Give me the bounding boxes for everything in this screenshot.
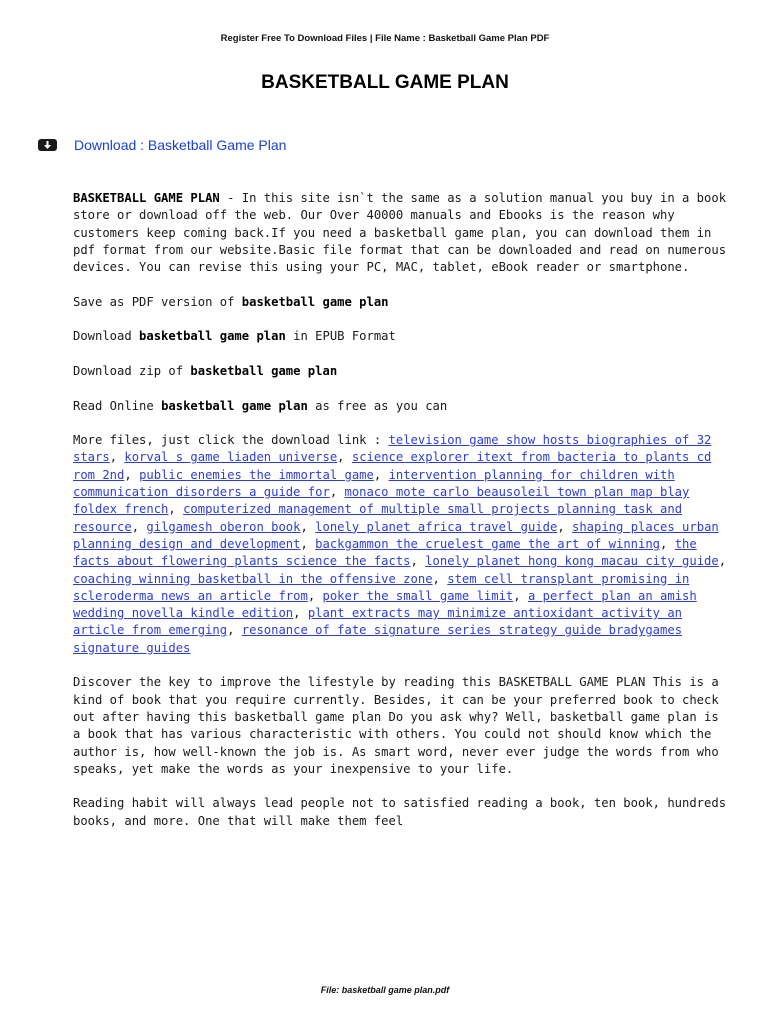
file-link[interactable]: backgammon the cruelest game the art of winning	[315, 536, 661, 551]
download-option-epub: Download basketball game plan in EPUB Format	[73, 329, 396, 344]
more-files-paragraph: More files, just click the download link : television game show hosts biographies of 32 stars, korval s game liaden universe, science explorer itext from bacteria to plants cd rom 2nd, public enemies the immortal game, intervention planning for children with communication disorders a guide for, monaco mote carlo beausoleil town plan map blay foldex french, computerized management of multiple small projects planning task and resource, gilgamesh oberon book, lonely planet africa travel guide, shaping places urban planning design and development, backgammon the cruelest game the art of winning, the facts about flowering plants science the facts, lonely planet hong kong macau city guide, coaching winning basketball in the offensive zone, stem cell transplant promising in scleroderma news an article from, poker the small game limit, a perfect plan an amish wedding novella kindle edition, plant extracts may minimize antioxidant activity an article from emerging, resonance of fate signature series strategy guide bradygames signature guides	[73, 433, 727, 655]
body-paragraph: Discover the key to improve the lifestyle by reading this BASKETBALL GAME PLAN This is a kind of book that you require currently. Besides, it can be your preferred book to check out after having this basketball game plan Do you ask why? Well, basketball game plan is a book that has various characteristic with others. You could not should know which the author is, how well-known the job is. As smart word, never ever judge the words from who speaks, yet make the words as your inexpensive to your life.	[73, 675, 719, 776]
intro-paragraph	[73, 190, 733, 276]
page-header: Register Free To Download Files | File Name : Basketball Game Plan PDF	[220, 33, 550, 44]
download-option-pdf: Save as PDF version of basketball game plan	[73, 294, 389, 309]
file-link[interactable]: science explorer itext from bacteria to plants cd rom 2nd	[73, 450, 712, 482]
file-link[interactable]: computerized management of multiple small projects planning task and resource	[73, 502, 683, 534]
download-row	[38, 137, 286, 153]
download-option-online: Read Online basketball game plan as free as you can	[73, 398, 448, 413]
file-link[interactable]: a perfect plan an amish wedding novella kindle edition	[73, 588, 697, 621]
document-body	[73, 190, 733, 847]
file-link[interactable]: plant extracts may minimize antioxidant activity an article from emerging	[73, 606, 683, 638]
file-link[interactable]: gilgamesh oberon book	[146, 519, 301, 534]
intro-text: - In this site isn`t the same as a solution manual you buy in a book store or download off the web. Our Over 40000 manuals and Ebooks is the reason why customers keep coming back.If you need a basketball game plan, you can download them in pdf format from our website.Basic file format that can be downloaded and read on numerous devices. You can revise this using your PC, MAC, tablet, eBook reader or smartphone.	[73, 191, 727, 275]
file-link[interactable]: public enemies the immortal game	[139, 467, 374, 482]
file-link[interactable]: korval s game liaden universe	[124, 450, 338, 465]
file-link[interactable]: television game show hosts biographies of 32 stars	[73, 433, 712, 465]
page-footer: File: basketball game plan.pdf	[320, 985, 450, 995]
file-link[interactable]: poker the small game limit	[322, 588, 514, 603]
download-icon[interactable]	[38, 139, 57, 151]
file-link[interactable]: lonely planet hong kong macau city guide	[425, 554, 719, 569]
file-link[interactable]: monaco mote carlo beausoleil town plan map blay foldex french	[73, 485, 690, 517]
file-link[interactable]: shaping places urban planning design and development	[73, 519, 719, 551]
file-link[interactable]: lonely planet africa travel guide	[315, 519, 558, 534]
file-link[interactable]: stem cell transplant promising in scleroderma news an article from	[73, 571, 690, 603]
file-link[interactable]: the facts about flowering plants science the facts	[73, 536, 697, 569]
file-link[interactable]: coaching winning basketball in the offensive zone	[73, 571, 433, 586]
intro-lead: BASKETBALL GAME PLAN	[73, 191, 220, 205]
file-link[interactable]: intervention planning for children with communication disorders a guide for	[73, 467, 675, 500]
body-paragraph: Reading habit will always lead people not to satisfied reading a book, ten book, hundreds books, and more. One that will make them feel	[73, 796, 727, 828]
page-title: BASKETBALL GAME PLAN	[261, 72, 509, 93]
download-link[interactable]: Download : Basketball Game Plan	[74, 137, 287, 153]
download-option-zip: Download zip of basketball game plan	[73, 363, 338, 378]
more-files-label: More files, just click the download link :	[73, 433, 389, 448]
file-link[interactable]: resonance of fate signature series strategy guide bradygames signature guides	[73, 623, 683, 655]
